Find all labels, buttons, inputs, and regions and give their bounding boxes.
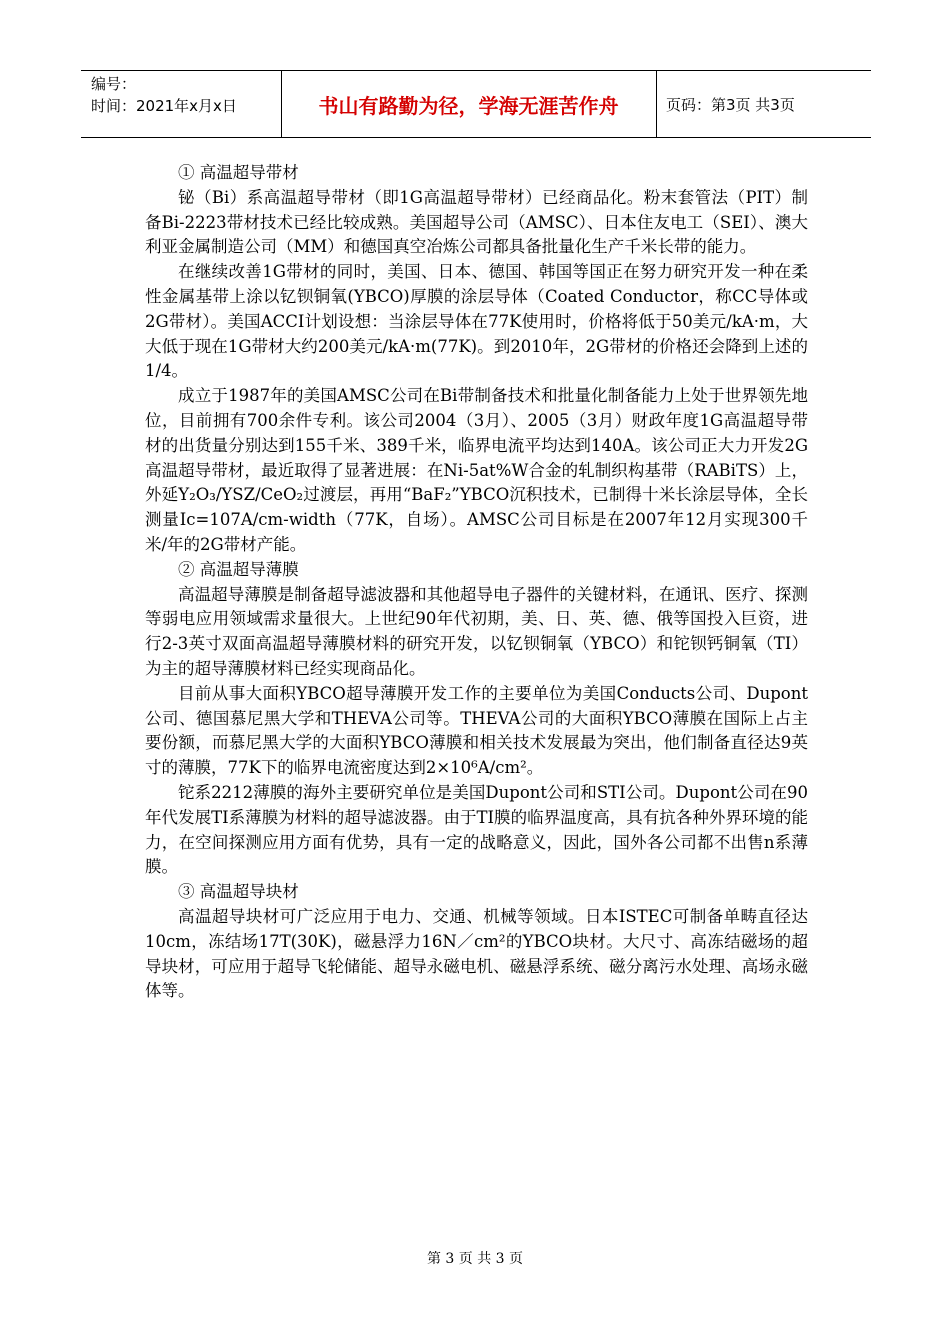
body-paragraph: 目前从事大面积YBCO超导薄膜开发工作的主要单位为美国Conducts公司、Dupont公司、德国慕尼黑大学和THEVA公司等。THEVA公司的大面积YBCO薄膜在国际上占主要份额，而慕尼黑大学的大面积YBCO薄膜和相关技术发展最为突出，他们制备直径达9英寸的薄膜，77K下的临界电流密度达到2×10⁶A/cm²。	[145, 683, 808, 778]
header-left-block	[91, 73, 237, 117]
section-heading: ③ 高温超导块材	[178, 882, 299, 902]
page-header	[81, 70, 871, 138]
document-body	[145, 161, 808, 1004]
body-paragraph: 成立于1987年的美国AMSC公司在Bi带制备技术和批量化制备能力上处于世界领先地位，目前拥有700余件专利。该公司2004（3月）、2005（3月）财政年度1G高温超导带材的出货量分别达到155千米、389千米，临界电流平均达到140A。该公司正大力开发2G高温超导带材，最近取得了显著进展：在Ni-5at%W合金的轧制织构基带（RABiTS）上，外延Y₂O₃/YSZ/CeO₂过渡层，再用“BaF₂”YBCO沉积技术，已制得十米长涂层导体，全长测量Ic=107A/cm-width（77K，自场）。AMSC公司目标是在2007年12月实现300千米/年的2G带材产能。	[145, 386, 808, 554]
header-divider-right	[656, 71, 657, 137]
header-page-info: 页码：第3页 共3页	[666, 95, 795, 114]
document-number-label: 编号：	[91, 75, 137, 93]
page-footer: 第 3 页 共 3 页	[426, 1251, 524, 1267]
section-heading: ① 高温超导带材	[178, 163, 299, 182]
body-paragraph: 在继续改善1G带材的同时，美国、日本、德国、韩国等国正在努力研究开发一种在柔性金属基带上涂以钇钡铜氧(YBCO)厚膜的涂层导体（Coated Conductor，称CC导体或2G带材）。美国ACCI计划设想：当涂层导体在77K使用时，价格将低于50美元/kA·m，大大低于现在1G带材大约200美元/kA·m(77K)。到2010年，2G带材的价格还会降到上述的1/4。	[145, 262, 808, 381]
section-heading: ② 高温超导薄膜	[178, 559, 299, 579]
body-paragraph: 高温超导薄膜是制备超导滤波器和其他超导电子器件的关键材料，在通讯、医疗、探测等弱电应用领域需求量很大。上世纪90年代初期，美、日、英、德、俄等国投入巨资，进行2-3英寸双面高温超导薄膜材料的研究开发，以钇钡铜氧（YBCO）和铊钡钙铜氧（TI）为主的超导薄膜材料已经实现商品化。	[145, 584, 808, 678]
body-paragraph: 铋（Bi）系高温超导带材（即1G高温超导带材）已经商品化。粉末套管法（PIT）制备Bi-2223带材技术已经比较成熟。美国超导公司（AMSC）、日本住友电工（SEI）、澳大利亚金属制造公司（MM）和德国真空冶炼公司都具备批量化生产千米长带的能力。	[145, 187, 808, 257]
body-paragraph: 高温超导块材可广泛应用于电力、交通、机械等领域。日本ISTEC可制备单畴直径达10cm，冻结场17T(30K)，磁悬浮力16N／cm²的YBCO块材。大尺寸、高冻结磁场的超导块材，可应用于超导飞轮储能、超导永磁电机、磁悬浮系统、磁分离污水处理、高场永磁体等。	[145, 906, 808, 1001]
body-paragraph: 铊系2212薄膜的海外主要研究单位是美国Dupont公司和STI公司。Dupont公司在90年代发展TI系薄膜为材料的超导滤波器。由于TI膜的临界温度高，具有抗各种外界环境的能力，在空间探测应用方面有优势，具有一定的战略意义，因此，国外各公司都不出售n系薄膜。	[145, 782, 808, 877]
header-motto: 书山有路勤为径，学海无涯苦作舟	[318, 93, 619, 118]
document-date-label: 时间：2021年x月x日	[91, 97, 237, 115]
